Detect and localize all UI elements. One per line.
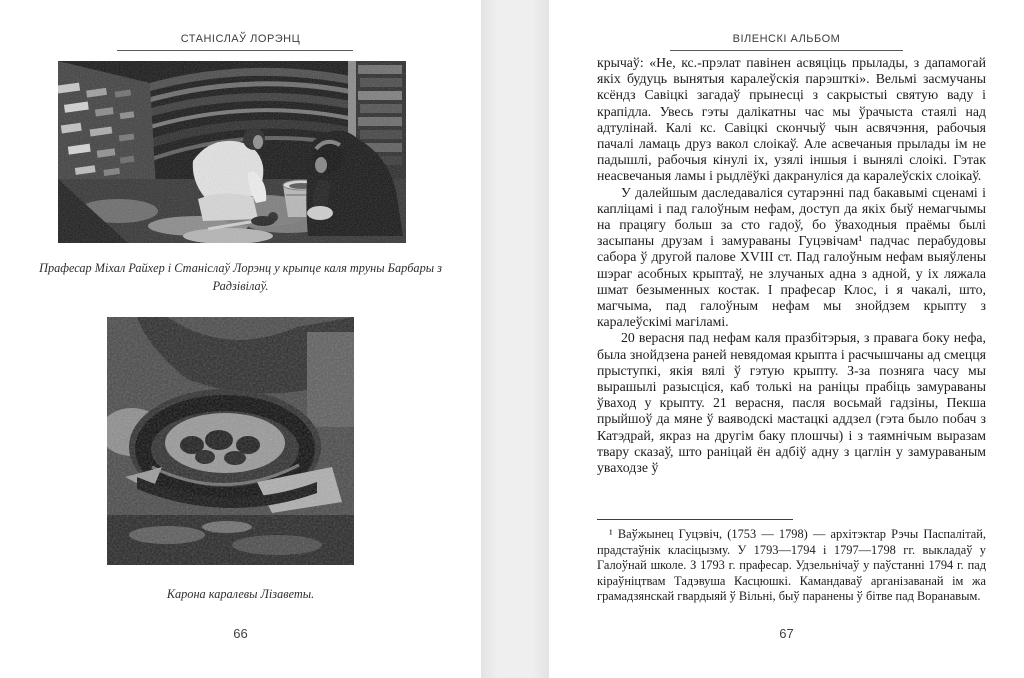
- page-gutter: [481, 0, 549, 678]
- photo1-caption: Прафесар Міхал Райхер і Станіслаў Лорэнц у крыпце каля труны Барбары з Радзівілаў.: [39, 261, 442, 293]
- left-page-number: 66: [233, 626, 248, 641]
- left-header-rule: [117, 50, 353, 51]
- crypt-excavation-photo: [58, 61, 406, 243]
- left-running-header: СТАНІСЛАЎ ЛОРЭНЦ: [180, 33, 301, 45]
- photo2-caption: Карона каралевы Лізаветы.: [166, 587, 315, 601]
- footnote-text: ¹ Ваўжынец Гуцэвіч, (1753 — 1798) — архітэктар Рэчы Паспалітай, прадстаўнік класіцызму. У 1793—1794 і 1797—1798 гг. выкладаў у Галоўнай школе. З 1793 г. прафесар. Удзельнічаў у паўстанні 1794 г. пад кіраўніцтвам Тадэвуша Касцюшкі. Камандаваў арганізаванай ім жа грамадзянскай гвардыяй ў Вільні, быў паранены ў бітве пад Воранавым.: [597, 527, 986, 604]
- right-page: [549, 0, 1024, 678]
- right-header-rule: [670, 50, 903, 51]
- right-running-header: ВІЛЕНСКІ АЛЬБОМ: [732, 33, 841, 45]
- crown-photo: [107, 317, 354, 565]
- right-page-number: 67: [779, 626, 794, 641]
- left-page: [0, 0, 481, 678]
- footnote-separator: [597, 519, 793, 520]
- body-text: [597, 55, 986, 476]
- body-paragraph: У далейшым даследаваліся сутарэнні пад бакавымі сценамі і капліцамі і пад галоўным нефам, доступ да якіх быў немагчымы на працягу больш за сто гадоў, бо ўваходныя праёмы былі засыпаны друзам і замураваны Гуцэвічам¹ падчас перабудовы сабора ў другой палове XVIII ст. Пад галоўным нефам выяўлены шэраг асобных крыптаў, не злучаных адна з адной, у іх ляжала шмат безыменных костак. І прафесар Клос, і я чакалі, што, магчыма, пад галоўным нефам мы знойдзем крыпту з каралеўскімі магіламі.: [597, 184, 986, 330]
- body-paragraph: крычаў: «Не, кс.-прэлат павінен асвяціць прылады, з дапамогай якіх будуць вынятыя каралеўскія парэшткі». Вельмі засмучаны ксёндз Савіцкі загадаў прынесці з сакрыстыі святую ваду і крапідла. Увесь гэты далікатны час мы ўрачыста стаялі над адтулінай. Калі кс. Савіцкі скончыў чын асвячэння, рабочыя пачалі ламаць друз вакол слоікаў. Але асвечаныя прылады ім не падышлі, рабочыя кінулі іх, узялі іншыя і вынялі слоікі. Гэтак неасвечаныя ламы і рыдлёўкі дакрануліся да каралеўскіх слоікаў.: [597, 55, 986, 184]
- body-paragraph: 20 верасня пад нефам каля празбітэрыя, з правага боку нефа, была знойдзена раней невядомая крыпта і расчышчаны ад смецця прыступкі, якія вялі ў гэтую крыпту. З-за позняга часу мы вырашылі разысціся, каб толькі на раніцы прабіць замураваны ўваход у крыпту. 21 верасня, пасля восьмай гадзіны, Пекша прыйшоў да мяне ў ваяводскі мастацкі аддзел (гэта было побач з Катэдрай, якраз на другім баку плошчы) і з таямнічым выразам твару сказаў, што раніцай ён адбіў адну з цаглін у замураваным уваходзе ў: [597, 330, 986, 476]
